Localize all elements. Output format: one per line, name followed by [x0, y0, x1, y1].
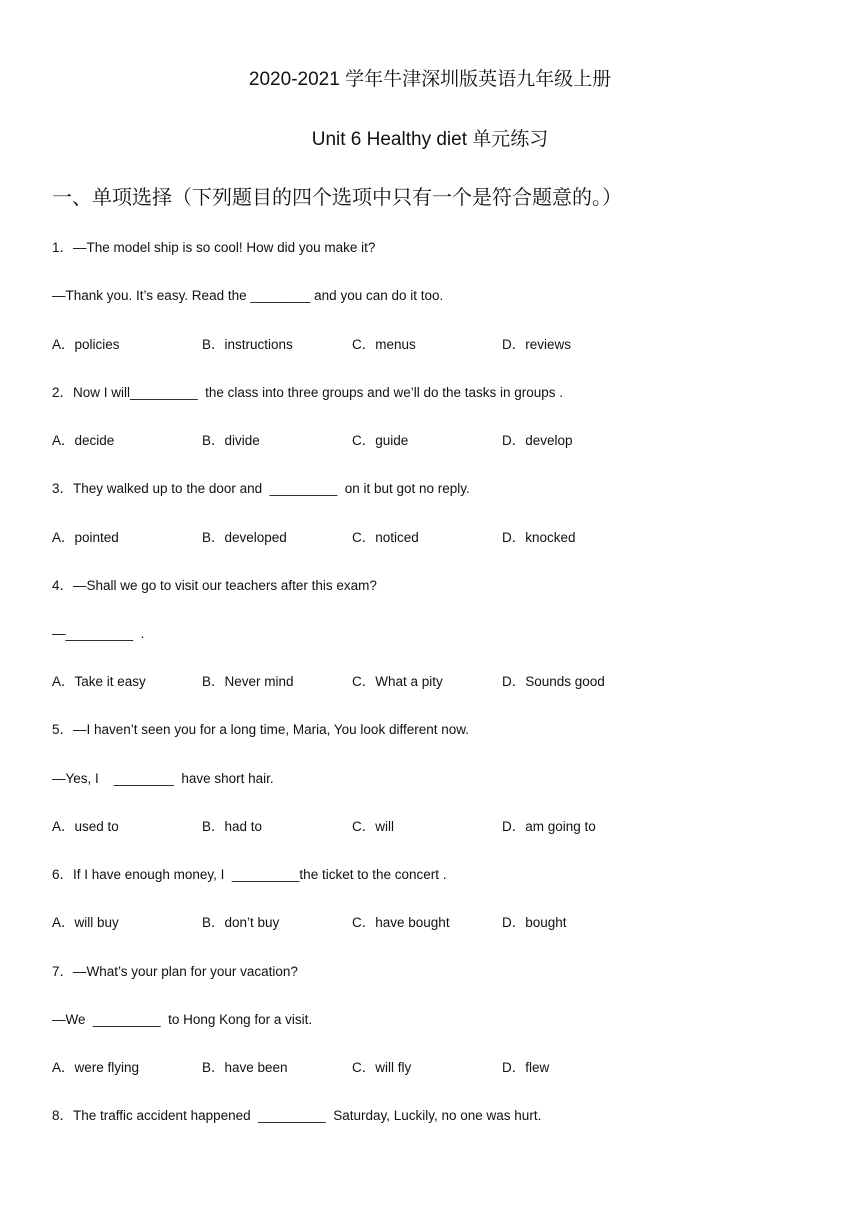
question-1-option-b: B．instructions: [202, 337, 293, 352]
question-5-stem: 5．—I haven’t seen you for a long time, Maria, You look different now.: [52, 722, 469, 737]
question-5-option-c: C．will: [352, 819, 394, 834]
question-5-option-a: A．used to: [52, 819, 119, 834]
question-3-option-a: A．pointed: [52, 530, 119, 545]
question-2-option-c: C．guide: [352, 433, 409, 448]
section-heading: 一、单项选择（下列题目的四个选项中只有一个是符合题意的。）: [52, 187, 622, 209]
question-4-reply: —_________ .: [52, 626, 145, 641]
question-1-option-c: C．menus: [352, 337, 416, 352]
document-subtitle: Unit 6 Healthy diet 单元练习: [311, 129, 549, 150]
question-8-stem: 8．The traffic accident happened _________ Saturday, Luckily, no one was hurt.: [52, 1108, 542, 1123]
question-3-option-d: D．knocked: [502, 530, 576, 545]
question-2-option-b: B．divide: [202, 433, 260, 448]
question-1-reply: —Thank you. It’s easy. Read the ________ and you can do it too.: [52, 288, 444, 303]
question-3-stem: 3．They walked up to the door and _________ on it but got no reply.: [52, 481, 470, 496]
question-4-option-c: C．What a pity: [352, 674, 443, 689]
question-7-option-c: C．will fly: [352, 1060, 412, 1075]
question-4-stem: 4．—Shall we go to visit our teachers after this exam?: [52, 578, 377, 593]
question-6-option-c: C．have bought: [352, 915, 450, 930]
question-7-option-b: B．have been: [202, 1060, 288, 1075]
question-2-stem: 2．Now I will_________ the class into three groups and we’ll do the tasks in groups .: [52, 385, 564, 400]
question-6-stem: 6．If I have enough money, I _________the ticket to the concert .: [52, 867, 447, 882]
question-3-option-b: B．developed: [202, 530, 287, 545]
question-5-reply: —Yes, I ________ have short hair.: [52, 771, 274, 786]
question-4-option-b: B．Never mind: [202, 674, 294, 689]
document-title: 2020-2021 学年牛津深圳版英语九年级上册: [248, 69, 612, 90]
question-7-option-a: A．were flying: [52, 1060, 140, 1075]
question-1-stem: 1．—The model ship is so cool! How did you make it?: [52, 240, 376, 255]
question-5-option-d: D．am going to: [502, 819, 596, 834]
question-1-option-d: D．reviews: [502, 337, 572, 352]
question-2-option-d: D．develop: [502, 433, 573, 448]
question-6-option-d: D．bought: [502, 915, 567, 930]
question-7-reply: —We _________ to Hong Kong for a visit.: [52, 1012, 313, 1027]
question-4-option-d: D．Sounds good: [502, 674, 605, 689]
question-7-option-d: D．flew: [502, 1060, 550, 1075]
question-1-option-a: A．policies: [52, 337, 120, 352]
question-2-option-a: A．decide: [52, 433, 115, 448]
question-6-option-b: B．don’t buy: [202, 915, 280, 930]
question-7-stem: 7．—What’s your plan for your vacation?: [52, 964, 298, 979]
question-5-option-b: B．had to: [202, 819, 263, 834]
question-3-option-c: C．noticed: [352, 530, 419, 545]
question-6-option-a: A．will buy: [52, 915, 119, 930]
question-4-option-a: A．Take it easy: [52, 674, 146, 689]
